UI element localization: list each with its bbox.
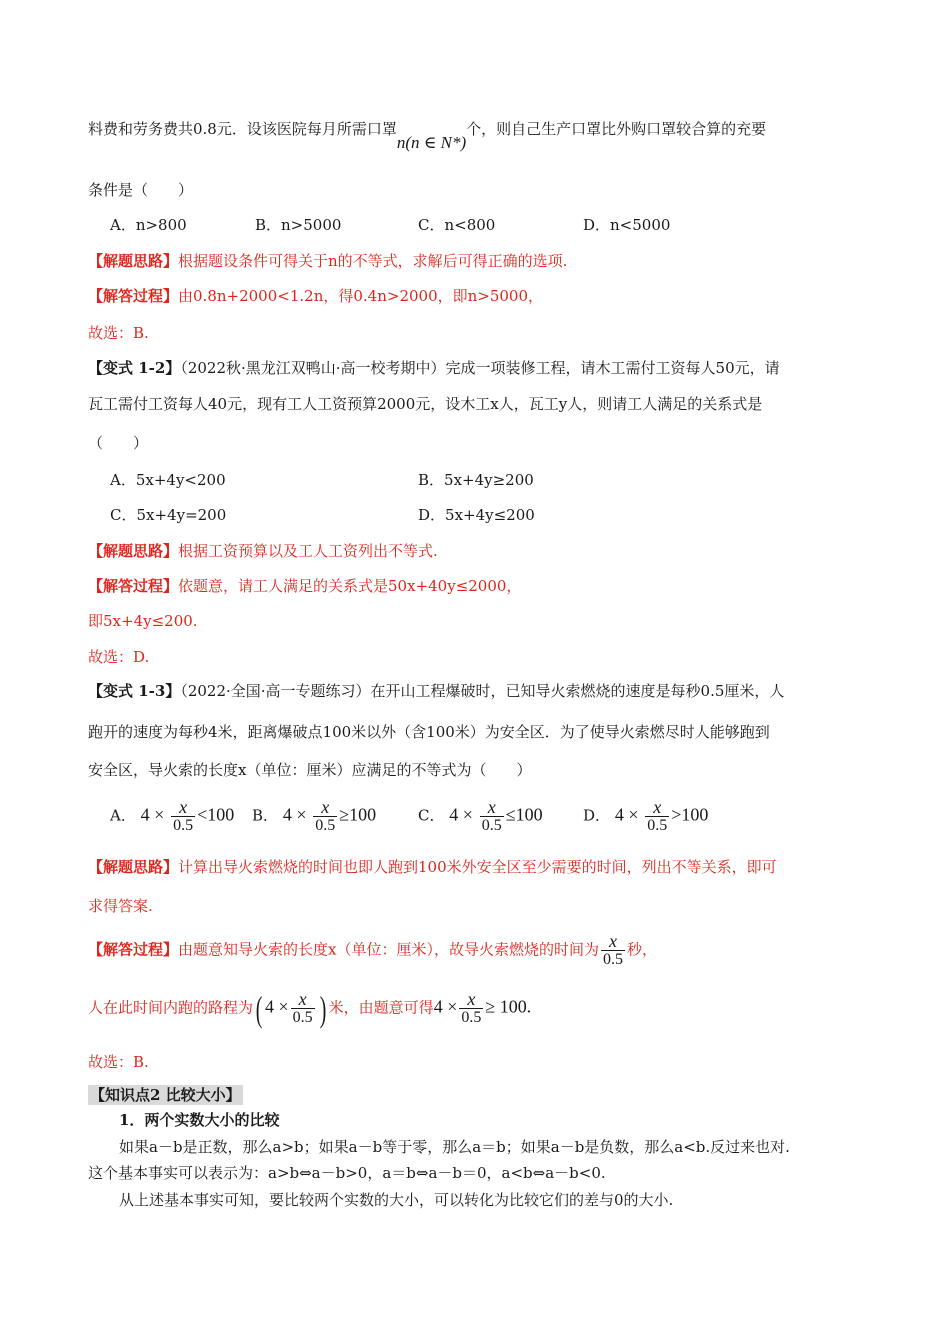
- q3-left-paren: (: [255, 988, 263, 1029]
- q1-option-d: D．n<5000: [583, 216, 671, 234]
- q3-line1-text: （2022·全国·高一专题练习）在开山工程爆破时，已知导火索燃烧的速度是每秒0.5厘米，人: [180, 682, 785, 700]
- q3-line2: 跑开的速度为每秒4米，距离爆破点100米以外（含100米）为安全区．为了使导火索燃尽时人能够跑到: [88, 723, 770, 741]
- q3-process-text-pre: 由题意知导火索的长度x（单位：厘米），故导火索燃烧的时间为: [178, 940, 599, 959]
- q3-option-d-letter: D．: [583, 806, 611, 825]
- q2-line1: [88, 361, 780, 376]
- q3-option-a-lhs: 4 ×: [140, 804, 165, 825]
- q3-process-frac-num: x: [608, 931, 617, 951]
- q3-process-label: 【解答过程】: [88, 940, 179, 959]
- q1-option-c: C．n<800: [418, 216, 496, 234]
- q3-process2-pre: 人在此时间内跑的路程为: [88, 998, 254, 1017]
- q1-process-label: 【解答过程】: [88, 287, 179, 305]
- q3-option-b-den: 0.5: [315, 817, 336, 834]
- q1-idea: [88, 254, 567, 269]
- q3-process2-frac-num: x: [298, 989, 307, 1009]
- q3-option-a-letter: A．: [110, 806, 136, 825]
- q3-option-b-letter: B．: [252, 806, 279, 825]
- q3-option-a: [110, 798, 234, 835]
- q3-process2-frac-den: 0.5: [292, 1009, 313, 1026]
- q1-answer: 故选：B.: [88, 324, 149, 342]
- q3-option-c-letter: C．: [418, 806, 445, 825]
- q3-option-b: [252, 798, 376, 835]
- q3-option-c-num: x: [487, 797, 496, 817]
- q3-option-c-fraction: [480, 798, 504, 835]
- kp2-para3: 从上述基本事实可知，要比较两个实数的大小，可以转化为比较它们的差与0的大小.: [119, 1191, 674, 1209]
- q3-process2-expr: 4 ×: [265, 996, 289, 1017]
- q3-process-text-post: 秒，: [626, 940, 657, 959]
- q2-line3: （ ）: [88, 434, 149, 452]
- q2-option-d: D．5x+4y≤200: [418, 506, 535, 524]
- q3-option-a-num: x: [179, 797, 188, 817]
- q3-process-line2: [88, 990, 531, 1027]
- kp2-heading: 1．两个实数大小的比较: [119, 1111, 280, 1129]
- q3-option-a-fraction: [171, 798, 195, 835]
- kp2-title: [88, 1088, 243, 1103]
- q3-option-d-lhs: 4 ×: [614, 804, 639, 825]
- q2-process-text2: 即5x+4y≤200.: [88, 612, 198, 630]
- q2-line2: 瓦工需付工资每人40元，现有工人工资预算2000元，设木工x人，瓦工y人，则请工人满足的关系式是: [88, 395, 763, 413]
- q3-idea-text: 计算出导火索燃烧的时间也即人跑到100米外安全区至少需要的时间，列出不等关系，即可: [178, 858, 777, 876]
- q3-option-b-num: x: [321, 797, 330, 817]
- q3-option-d: [583, 798, 708, 835]
- q3-idea: [88, 860, 777, 875]
- q3-process2-ineq: 4 ×: [433, 996, 458, 1017]
- q1-option-b: B．n>5000: [255, 216, 342, 234]
- q1-idea-label: 【解题思路】: [88, 252, 179, 270]
- q3-idea-label: 【解题思路】: [88, 858, 179, 876]
- q3-option-c-rhs: ≤100: [505, 804, 543, 825]
- q3-process2-frac2-den: 0.5: [461, 1009, 482, 1026]
- q2-label: 【变式 1-2】: [88, 359, 181, 377]
- q1-line1-post: 个，则自己生产口罩比外购口罩较合算的充要: [466, 120, 767, 138]
- q2-process-label: 【解答过程】: [88, 577, 179, 595]
- q3-process-frac-den: 0.5: [602, 951, 623, 968]
- q3-option-c: [418, 798, 543, 835]
- q2-option-b: B．5x+4y≥200: [418, 471, 534, 489]
- q3-process2-frac2-num: x: [467, 989, 476, 1009]
- kp2-para1: 如果a－b是正数，那么a>b；如果a－b等于零，那么a＝b；如果a－b是负数，那么a<b.反过来也对.: [119, 1138, 790, 1156]
- q3-answer: 故选：B.: [88, 1053, 149, 1071]
- q3-option-d-fraction: [645, 798, 669, 835]
- q3-option-b-rhs: ≥100: [339, 804, 377, 825]
- q3-process2-rhs: ≥ 100.: [485, 996, 532, 1017]
- q1-process-text: 由0.8n+2000<1.2n，得0.4n>2000，即n>5000，: [178, 287, 544, 305]
- q1-line1: [88, 120, 767, 152]
- q3-option-c-den: 0.5: [481, 817, 502, 834]
- q3-label: 【变式 1-3】: [88, 682, 181, 700]
- q3-process-fraction: [601, 932, 625, 969]
- q3-process2-fraction2: [459, 990, 483, 1027]
- q2-option-a: A．5x+4y<200: [110, 471, 226, 489]
- q1-process: [88, 289, 543, 304]
- q2-option-c: C．5x+4y=200: [110, 506, 227, 524]
- q1-line1-math: n(n ∈ N*): [396, 133, 467, 152]
- q3-option-d-rhs: >100: [671, 804, 709, 825]
- q3-process2-mid: 米，由题意可得: [328, 998, 434, 1017]
- q2-idea: [88, 544, 438, 559]
- q1-line1-pre: 料费和劳务费共0.8元．设该医院每月所需口罩: [88, 120, 397, 138]
- kp2-para2: 这个基本事实可以表示为：a>b⇔a－b>0，a＝b⇔a－b＝0，a<b⇔a－b<0.: [88, 1164, 606, 1182]
- q1-option-a: A．n>800: [110, 216, 187, 234]
- q1-idea-text: 根据题设条件可得关于n的不等式，求解后可得正确的选项.: [178, 252, 568, 270]
- q3-process2-fraction: [291, 990, 315, 1027]
- q3-option-a-den: 0.5: [173, 817, 194, 834]
- q2-idea-label: 【解题思路】: [88, 542, 179, 560]
- q3-option-c-lhs: 4 ×: [449, 804, 473, 825]
- q3-line1: [88, 684, 784, 699]
- q1-line2: 条件是（ ）: [88, 181, 194, 199]
- q2-idea-text: 根据工资预算以及工人工资列出不等式.: [178, 542, 438, 560]
- q2-answer: 故选：D.: [88, 648, 150, 666]
- q3-option-d-den: 0.5: [647, 817, 668, 834]
- q3-right-paren: ): [319, 988, 326, 1029]
- kp2-title-text: 【知识点2 比较大小】: [90, 1086, 241, 1104]
- q3-idea-text2: 求得答案.: [88, 897, 153, 915]
- q3-line3: 安全区，导火索的长度x（单位：厘米）应满足的不等式为（ ）: [88, 761, 532, 779]
- q2-process-text: 依题意，请工人满足的关系式是50x+40y≤2000，: [178, 577, 522, 595]
- q2-line1-text: （2022秋·黑龙江双鸭山·高一校考期中）完成一项装修工程，请木工需付工资每人50元，请: [180, 359, 780, 377]
- q2-process: [88, 579, 521, 594]
- q3-process: [88, 932, 657, 969]
- q3-option-b-lhs: 4 ×: [282, 804, 307, 825]
- q3-option-d-num: x: [653, 797, 662, 817]
- q3-option-a-rhs: <100: [197, 804, 235, 825]
- q3-option-b-fraction: [313, 798, 337, 835]
